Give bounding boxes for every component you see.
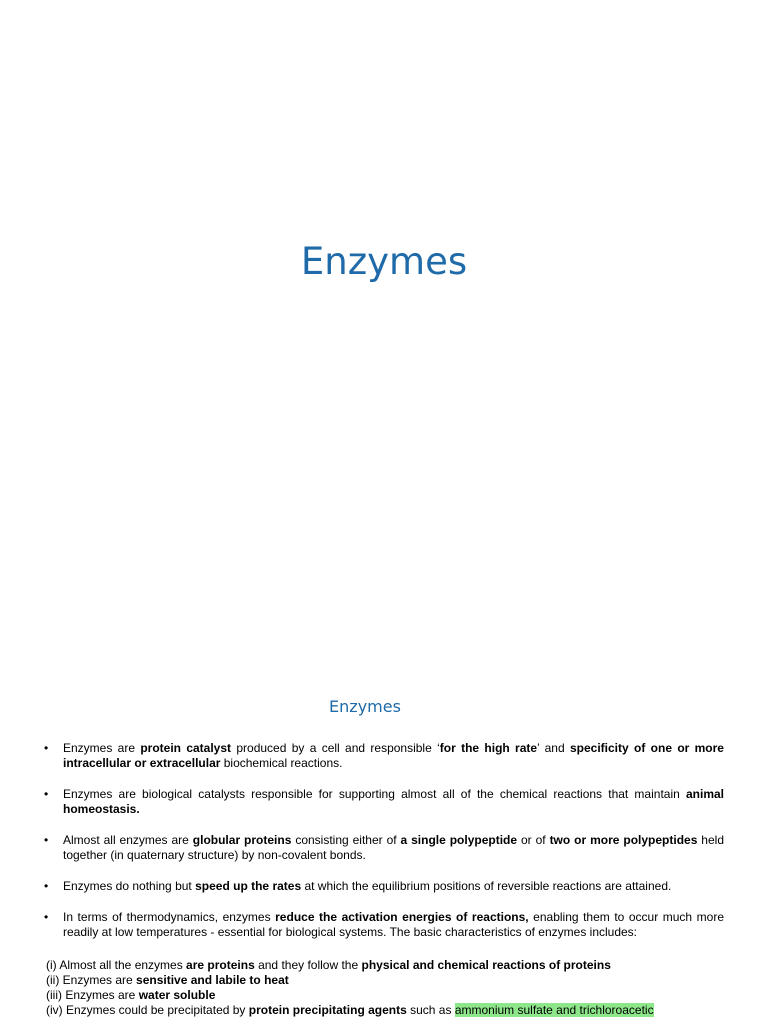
bullet-item xyxy=(44,910,724,940)
bullet-dot: • xyxy=(44,910,49,924)
text-run: (iv) Enzymes could be precipitated by xyxy=(46,1003,249,1017)
text-run: biochemical reactions. xyxy=(220,756,343,770)
bullet-item xyxy=(44,741,724,771)
bold-text: animal homeostasis. xyxy=(63,787,724,816)
bullet-dot: • xyxy=(44,787,49,801)
bullet-dot: • xyxy=(44,879,49,893)
bold-text: a single polypeptide xyxy=(400,833,518,847)
text-run: consisting either of xyxy=(291,833,401,847)
bullet-text xyxy=(63,910,724,939)
bold-text: are proteins xyxy=(186,958,255,972)
text-run: and they follow the xyxy=(254,958,362,972)
bold-text: globular proteins xyxy=(192,833,292,847)
text-run: In terms of thermodynamics, enzymes xyxy=(63,910,276,924)
text-run: produced by a cell and responsible ‘ xyxy=(231,741,440,755)
bold-text: specificity of one or more intracellular or extracellular xyxy=(63,741,724,770)
bold-text: physical and chemical reactions of proteins xyxy=(361,958,611,972)
text-run: Enzymes do nothing but xyxy=(63,879,196,893)
bold-text: for the high rate xyxy=(439,741,538,755)
bullet-text xyxy=(63,833,724,862)
text-run: Enzymes are biological catalysts responsible for supporting almost all of the chemical reactions that maintain xyxy=(63,787,686,801)
text-run: at which the equilibrium positions of reversible reactions are attained. xyxy=(301,879,672,893)
characteristic-item xyxy=(46,958,724,973)
slide-2-title: Enzymes xyxy=(329,697,401,716)
text-run: such as xyxy=(406,1003,455,1017)
bold-text: speed up the rates xyxy=(195,879,302,893)
bold-text: two or more polypeptides xyxy=(549,833,698,847)
bold-text: protein precipitating agents xyxy=(248,1003,407,1017)
text-run: ’ and xyxy=(537,741,570,755)
bold-text: protein catalyst xyxy=(140,741,232,755)
characteristic-item xyxy=(46,973,724,988)
bullet-item xyxy=(44,787,724,817)
bullet-item xyxy=(44,879,724,894)
characteristics-list xyxy=(46,958,724,1018)
slide-1-title: Enzymes xyxy=(300,240,468,283)
characteristic-item xyxy=(46,988,724,1003)
text-run: Almost all enzymes are xyxy=(63,833,193,847)
text-run: enabling them to occur much more readily at low temperatures - essential for biological systems. The basic characteristics of enzymes includes: xyxy=(63,910,724,939)
bullet-dot: • xyxy=(44,833,49,847)
bullet-dot: • xyxy=(44,741,49,755)
bold-text: water soluble xyxy=(138,988,216,1002)
highlighted-text: ammonium sulfate and trichloroacetic xyxy=(454,1003,654,1017)
bullet-text xyxy=(63,741,724,770)
text-run: or of xyxy=(517,833,550,847)
text-run: (i) Almost all the enzymes xyxy=(46,958,187,972)
characteristic-item xyxy=(46,1003,724,1018)
bullet-text xyxy=(63,787,724,816)
bullet-list xyxy=(44,741,724,956)
bullet-text xyxy=(63,879,671,893)
bold-text: sensitive and labile to heat xyxy=(136,973,289,987)
text-run: held together (in quaternary structure) by non-covalent bonds. xyxy=(63,833,724,862)
text-run: (ii) Enzymes are xyxy=(46,973,137,987)
bullet-item xyxy=(44,833,724,863)
bold-text: reduce the activation energies of reactions, xyxy=(275,910,529,924)
text-run: Enzymes are xyxy=(63,741,141,755)
text-run: (iii) Enzymes are xyxy=(46,988,139,1002)
